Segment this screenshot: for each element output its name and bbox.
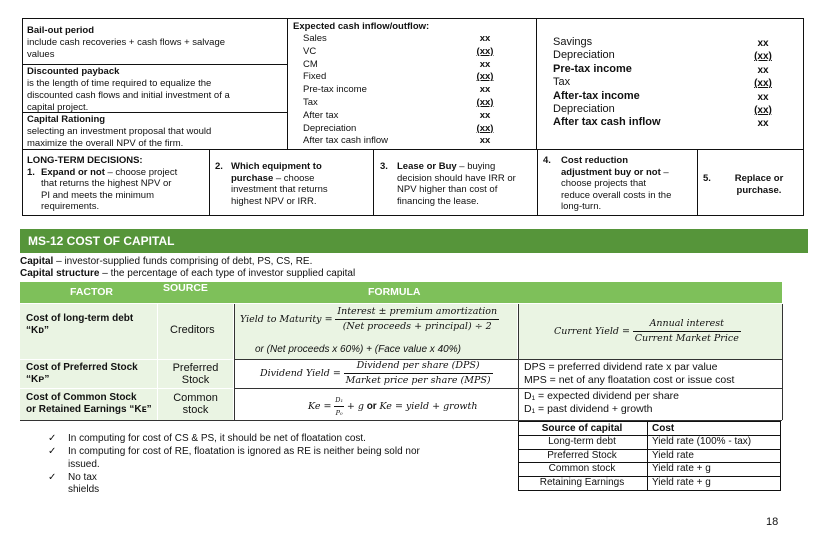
row-source: Common stock [548,463,616,474]
row-source: Retaining Earnings [539,477,625,488]
factor-preferred [26,362,138,386]
decision-text: choose projects that [561,178,647,189]
top-summary-box [22,18,804,216]
decision-text: financing the lease. [397,195,479,207]
decision-head: purchase [231,172,274,184]
savings-value: (xx) [754,78,772,90]
check-text: No tax shields [68,472,100,495]
decision-3 [380,161,536,207]
factor-preferred-line2: “Kᴘ” [26,374,50,385]
decision-head: Lease or Buy [397,161,457,172]
dy-numerator: Dividend per share (DPS) [344,360,493,374]
ke-d1: D₁ [334,394,344,407]
preferred-notes [524,361,734,386]
ke-alt: Ke = yield + growth [379,401,478,413]
savings-row [553,63,783,76]
cashflow-label: Sales [303,33,327,44]
decision-text: long-turn. [561,201,602,212]
ke-or: or [366,401,377,413]
cashflow-title-text: Expected cash inflow/outflow: [293,21,430,32]
check-text: In computing for cost of RE, floatation is ignored as RE is neither being sold nor [68,446,420,457]
source-common [158,392,233,416]
cashflow-row [303,97,503,109]
savings-value: xx [757,38,769,49]
longterm-title: LONG-TERM DECISIONS: [27,155,143,166]
cashflow-row [303,84,503,96]
checkmark-icon: ✓ [48,446,57,457]
decision-text: PI and meets the minimum [41,189,154,201]
rationing-block [27,114,285,150]
cashflow-label: Tax [303,97,318,108]
decision-text: highest NPV or IRR. [231,195,317,207]
savings-row [553,36,783,49]
decision-head: purchase. [736,184,782,196]
decision-text: – [660,166,669,178]
decision-head: adjustment buy or not [561,166,661,178]
capital-cost-table [518,421,781,491]
cy-numerator: Annual interest [633,318,741,332]
current-yield-formula [554,318,741,345]
cashflow-row [303,135,503,147]
source-preferred [158,362,233,386]
cashflow-label: Fixed [303,71,327,83]
cashflow-value: xx [479,58,491,70]
decision-text: – buying [456,161,496,172]
cashflow-label: CM [303,58,318,70]
factor-debt-line1: Cost of long-term debt [26,313,134,324]
table-row [519,435,782,449]
row-source: Preferred Stock [547,450,617,461]
savings-label: Depreciation [553,103,615,115]
rationing-text: selecting an investment proposal that would [27,126,212,137]
table-row [519,476,782,490]
savings-row [553,90,783,103]
decision-text: decision should have IRR or [397,172,516,184]
header-source-of-capital: Source of capital [541,423,623,434]
rationing-title: Capital Rationing [27,114,106,125]
savings-value: xx [757,118,769,130]
cy-denominator: Current Market Price [634,333,739,344]
structure-definition [20,268,355,280]
decision-number: 5. [703,173,711,184]
cashflow-label: Pre-tax income [303,84,367,96]
cashflow-value: (xx) [476,71,494,83]
ytm-alternative: or (Net proceeds x 60%) + (Face value x 40%) [255,344,461,355]
payback-title: Discounted payback [27,66,120,77]
decision-text: – choose [273,172,315,184]
row-source: Long-term debt [548,436,616,447]
row-cost: Yield rate + g [652,477,711,488]
bailout-block [27,25,285,61]
factor-common-line1: Cost of Common Stock [26,392,137,403]
decision-head: Replace or [734,173,784,184]
d1-growth-note: D₁ = past dividend + growth [524,402,653,415]
decision-text: reduce overall costs in the [561,189,672,201]
factor-common [26,392,152,416]
capital-definition [20,256,312,268]
checkmark-icon: ✓ [48,472,57,483]
header-factor: FACTOR [70,286,113,298]
savings-label: After tax cash inflow [553,116,661,129]
savings-label: Tax [553,76,571,89]
ke-formula [308,394,478,419]
cashflow-row [303,33,503,45]
bailout-title: Bail-out period [27,25,95,36]
savings-label: Savings [553,36,593,48]
row-cost: Yield rate [652,450,694,461]
savings-row [553,49,783,62]
d1-note: D₁ = expected dividend per share [524,390,680,402]
ytm-formula [240,306,499,333]
header-source: SOURCE [163,282,208,294]
decision-text: requirements. [41,201,100,212]
header-formula: FORMULA [368,286,421,298]
common-notes [524,390,679,415]
decision-number: 4. [543,155,551,166]
decision-1 [27,155,207,213]
payback-text: capital project. [27,102,89,113]
structure-def: – the percentage of each type of investor supplied capital [99,268,356,279]
payback-text: is the length of time required to equalize the [27,78,212,89]
dps-note: DPS = preferred dividend rate x par value [524,361,718,373]
payback-block [27,66,285,114]
cashflow-row [303,123,503,135]
checkmark-icon: ✓ [48,433,57,444]
row-cost: Yield rate (100% - tax) [652,436,752,447]
source-common-line2: stock [182,404,209,416]
structure-term: Capital structure [20,268,100,279]
factor-preferred-line1: Cost of Preferred Stock [26,362,138,373]
dividend-yield-formula [260,360,493,387]
decision-head: Expand or not [41,166,105,178]
cost-of-capital-table [20,282,782,420]
table-header-row [20,282,782,303]
payback-text: discounted cash flows and initial investment of a [27,90,230,101]
ytm-denominator: (Net proceeds + principal) ÷ 2 [342,321,492,332]
cashflow-label: After tax cash inflow [303,135,389,147]
capital-def: – investor-supplied funds comprising of debt, PS, CS, RE. [53,256,313,267]
cashflow-value: xx [479,84,491,96]
decision-text: investment that returns [231,184,328,195]
source-preferred-line2: Stock [181,374,210,386]
table-row [519,449,782,463]
rationing-text: maximize the overall NPV of the firm. [27,138,184,149]
ytm-label: Yield to Maturity = [240,314,333,326]
decision-2 [215,161,371,207]
factor-debt-line2: “Kᴅ” [26,325,49,336]
savings-value: (xx) [754,51,772,63]
savings-label: Depreciation [553,49,615,62]
cost-table-header [519,422,782,436]
factor-common-line2: or Retained Earnings “Kᴇ” [26,404,152,415]
dy-denominator: Market price per share (MPS) [345,375,491,386]
decision-text: NPV higher than cost of [397,184,498,195]
decision-number: 1. [27,166,35,178]
decision-head: Which equipment to [231,161,322,172]
cashflow-label: Depreciation [303,122,357,134]
cy-label: Current Yield = [554,326,630,338]
decision-4 [543,155,697,213]
capital-term: Capital [20,256,54,267]
check-text: issued. [68,459,100,470]
source-preferred-line1: Preferred [172,362,219,374]
ytm-numerator: Interest ± premium amortization [335,306,499,320]
cashflow-title [293,21,429,33]
savings-label: After-tax income [553,89,640,102]
cashflow-value: xx [479,33,491,44]
header-cost: Cost [652,423,675,434]
source-common-line1: Common [173,392,218,404]
cashflow-row [303,110,503,122]
ke-p0: P₀ [335,409,343,417]
dy-label: Dividend Yield = [260,368,341,380]
cashflow-value: (xx) [476,122,494,134]
cashflow-label: After tax [303,109,339,121]
cashflow-value: (xx) [476,97,494,108]
cashflow-row [303,59,503,71]
savings-value: xx [757,64,769,76]
cashflow-row [303,46,503,58]
savings-label: Pre-tax income [553,62,632,75]
cashflow-value: xx [479,109,491,121]
section-banner: MS-12 COST OF CAPITAL [20,229,808,253]
ke-plus-g: + g [346,401,364,413]
bailout-text: include cash recoveries + cash flows + salvage [27,37,226,48]
page-number: 18 [766,516,779,528]
cashflow-value: xx [479,135,491,147]
savings-value: (xx) [754,105,772,116]
bailout-text: values [27,49,55,60]
cashflow-label: VC [303,45,317,57]
decision-text: – choose project [104,166,178,178]
check-text: In computing for cost of CS & PS, it should be net of floatation cost. [68,433,366,444]
savings-row [553,103,783,116]
savings-row [553,116,783,129]
decision-head: Cost reduction [561,155,629,166]
factor-debt [26,313,133,337]
ke-label: Ke = [308,401,332,413]
row-cost: Yield rate + g [652,463,711,474]
decision-number: 2. [215,161,223,172]
mps-note: MPS = net of any floatation cost or issue cost [524,373,735,386]
savings-row [553,76,783,89]
table-row [519,462,782,476]
cashflow-value: (xx) [476,45,494,57]
source-debt: Creditors [170,324,215,336]
cashflow-row [303,71,503,83]
savings-value: xx [757,91,769,103]
decision-number: 3. [380,161,388,172]
decision-5 [703,173,799,196]
decision-text: that returns the highest NPV or [41,178,172,189]
